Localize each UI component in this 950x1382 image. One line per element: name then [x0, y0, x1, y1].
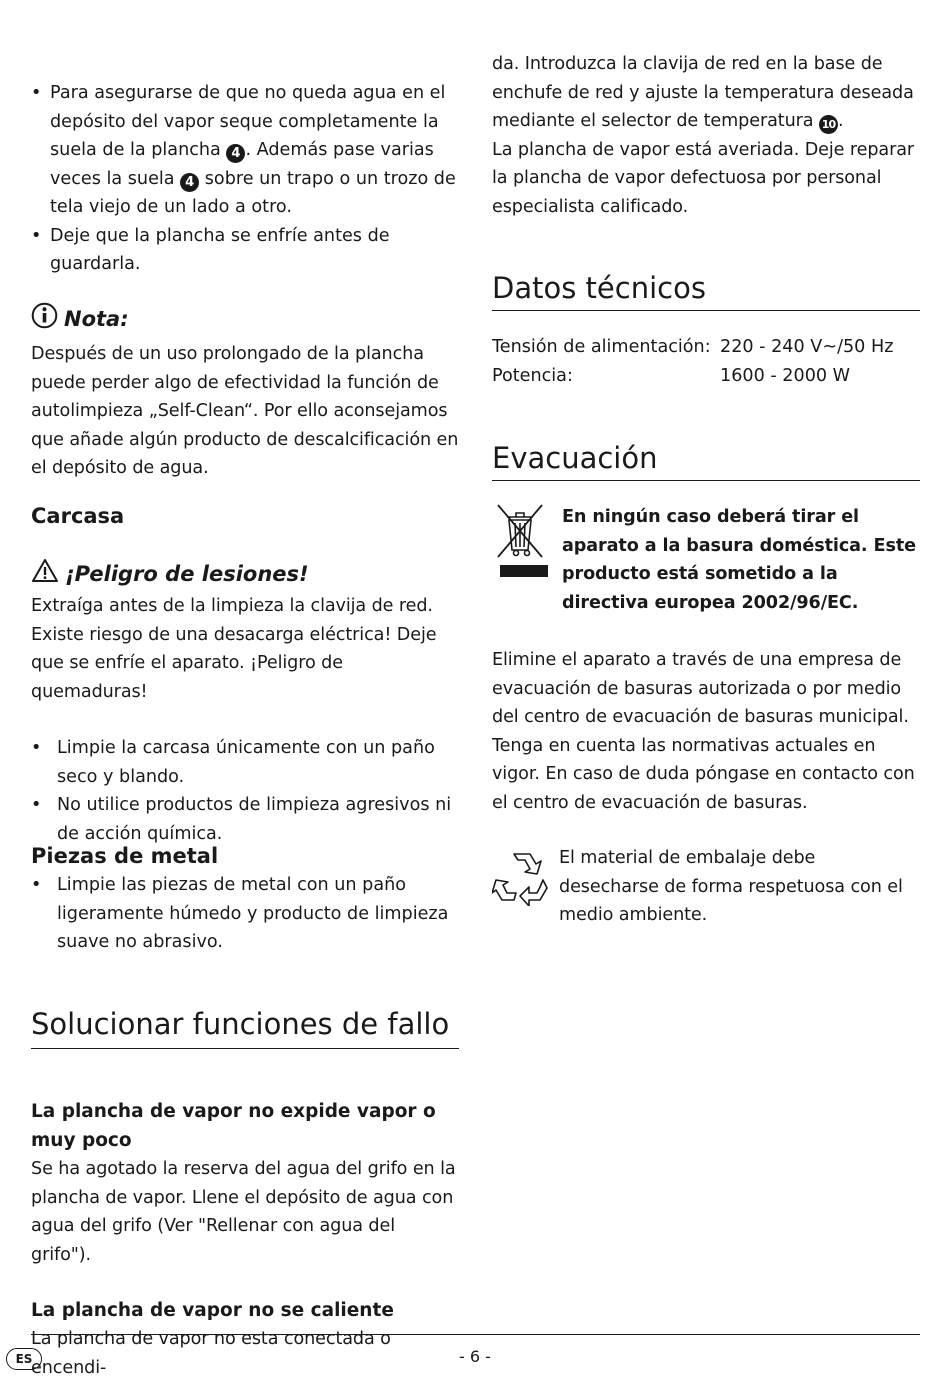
carcasa-heading: Carcasa [31, 504, 125, 528]
fallo-heading: Solucionar funciones de fallo [31, 1007, 450, 1041]
nota-text: Después de un uso prolongado de la plancha puede perder algo de efectividad la función de autolimpieza „Self-Clean“. Por ello aconsejamos que añade algún producto de descalcificación en el depósito de agua. [31, 344, 459, 478]
datos-heading: Datos técnicos [492, 271, 706, 305]
info-icon [31, 302, 58, 336]
metal-heading: Piezas de metal [31, 844, 219, 868]
specs-table [492, 333, 920, 390]
recycle-block [492, 844, 920, 930]
carcasa-block [31, 502, 459, 848]
evac-text-block [492, 646, 920, 817]
list-item: • Limpie la carcasa únicamente con un paño seco y blando. [31, 738, 435, 787]
fallo-block [31, 1097, 459, 1382]
metal-block [31, 842, 459, 957]
continued-text: da. Introduzca la clavija de red en la base de enchufe de red y ajuste la temperatura deseada mediante el selector de temperatura 10 . La plancha de vapor está averiada. Deje reparar la plancha de vapor defectuosa por personal especialista calificado. [492, 54, 915, 217]
list-item: • Limpie las piezas de metal con un paño ligeramente húmedo y producto de limpieza suave no abrasivo. [31, 875, 449, 952]
list-item: • Para asegurarse de que no queda agua en el depósito del vapor seque completamente la suela de la plancha 4 . Además pase varias veces la suela 4 sobre un trapo o un trozo de tela viejo de un lado a otro. [31, 83, 456, 217]
warning-icon [31, 558, 59, 590]
list-item: • Deje que la plancha se enfríe antes de guardarla. [31, 225, 390, 274]
weee-block [492, 503, 920, 617]
recycle-text: El material de embalaje debe desecharse de forma respetuosa con el medio ambiente. [559, 848, 903, 925]
part-number-badge: 4 [180, 173, 199, 192]
evac-heading-block [492, 440, 920, 481]
fallo-heading-block [31, 1006, 459, 1049]
fallo-q2-title: La plancha de vapor no se caliente [31, 1300, 394, 1321]
weee-text: En ningún caso deberá tirar el aparato a la basura doméstica. Este producto está sometido a la directiva europea 2002/96/EC. [562, 507, 916, 613]
fallo-q1-text: Se ha agotado la reserva del agua del grifo en la plancha de vapor. Llene el depósito de agua con agua del grifo (Ver "Rellenar con agua del grifo"). [31, 1159, 456, 1265]
fallo-q2-text: La plancha de vapor no esta conectada o encendi- [31, 1329, 391, 1378]
language-badge: ES [6, 1348, 42, 1370]
warning-title: ¡Peligro de lesiones! [65, 562, 309, 586]
bullets-top [31, 79, 459, 279]
spec-row: Potencia: 1600 - 2000 W [492, 365, 851, 386]
warning-text: Extraíga antes de la limpieza la clavija de red. Existe riesgo de una desacarga eléctrica! Deje que se enfríe el aparato. ¡Peligro de quemaduras! [31, 596, 437, 702]
part-number-badge: 10 [819, 115, 838, 134]
page-number: - 6 - [459, 1347, 491, 1366]
nota-title: Nota: [64, 307, 129, 331]
recycle-icon [492, 848, 552, 910]
footer-divider [31, 1334, 920, 1335]
fallo-q1-title: La plancha de vapor no expide vapor o muy poco [31, 1101, 436, 1151]
list-item: • No utilice productos de limpieza agresivos ni de acción química. [31, 795, 452, 844]
spec-row: Tensión de alimentación: 220 - 240 V~/50 Hz [492, 337, 894, 357]
nota-block [31, 302, 459, 483]
evac-text: Elimine el aparato a través de una empresa de evacuación de basuras autorizada o por medio del centro de evacuación de basuras municipal. Tenga en cuenta las normativas actuales en vigor. En caso de duda póngase en contacto con el centro de evacuación de basuras. [492, 650, 915, 813]
datos-heading-block [492, 270, 920, 311]
crossed-bin-icon [492, 503, 548, 583]
part-number-badge: 4 [226, 144, 245, 163]
evac-heading: Evacuación [492, 441, 658, 475]
